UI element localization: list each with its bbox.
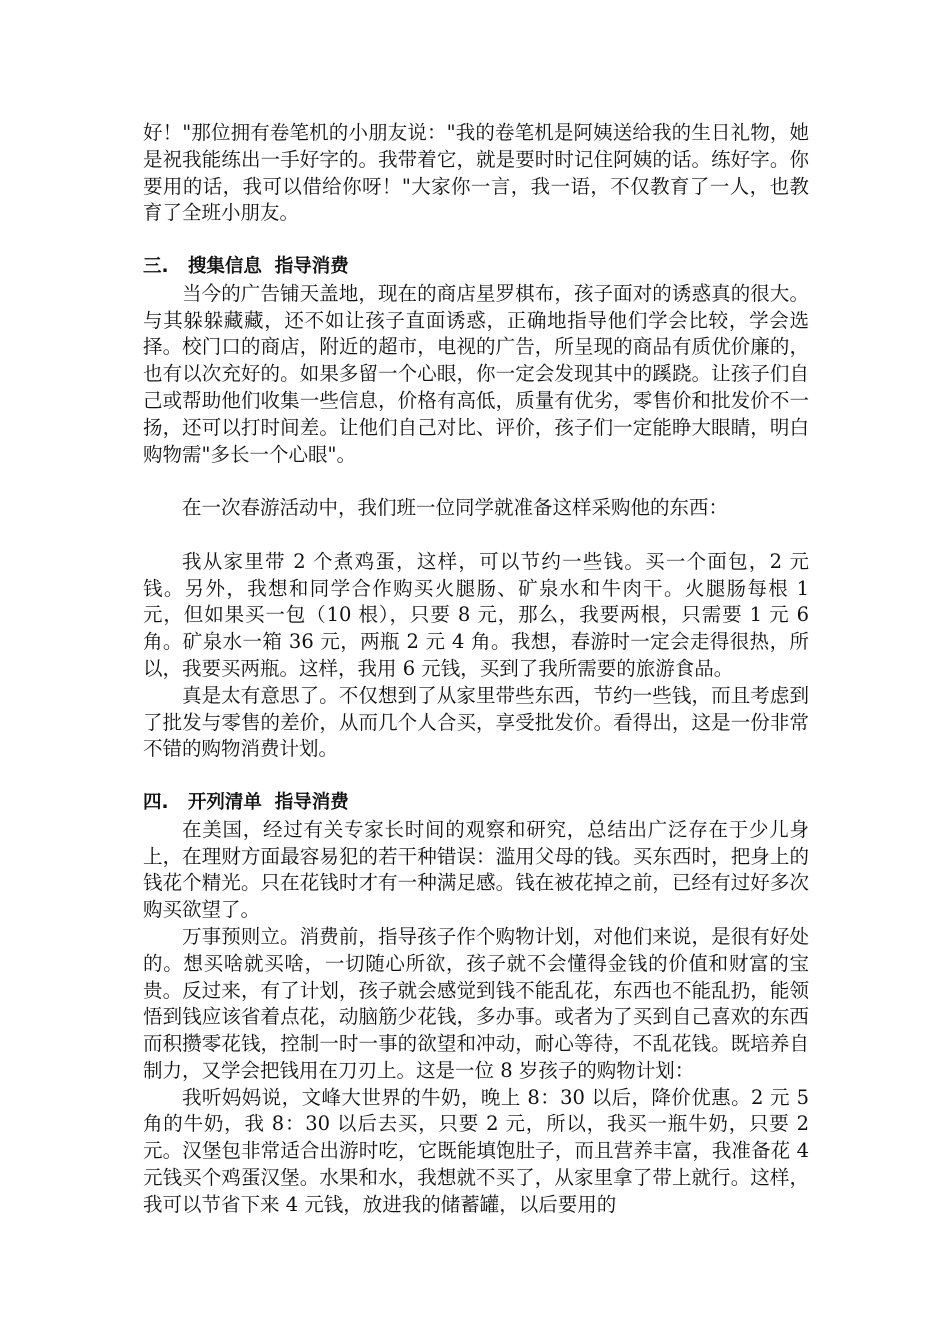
section-3-paragraph-3: 我从家里带 2 个煮鸡蛋，这样，可以节约一些钱。买一个面包，2 元钱。另外，我想和同学合作购买火腿肠、矿泉水和牛肉干。火腿肠每根 1 元，但如果买一包（10 根），只要 8 元，那么，我要两根，只需要 1 元 6 角。矿泉水一箱 36 元，两瓶 2 元 4 角。我想，春游时一定会走得很热，所以，我要买两瓶。这样，我用 6 元钱，买到了我所需要的旅游食品。	[143, 549, 816, 680]
spacer	[143, 227, 809, 254]
section-4-paragraph-2: 万事预则立。消费前，指导孩子作个购物计划，对他们来说，是很有好处的。想买啥就买啥，一切随心所欲，孩子就不会懂得金钱的价值和财富的宝贵。反过来，有了计划，孩子就会感觉到钱不能乱花，东西也不能乱扔，能领悟到钱应该省着点花，动脑筋少花钱，多办事。或者为了买到自己喜欢的东西而积攒零花钱，控制一时一事的欲望和冲动，耐心等待，不乱花钱。既培养自制力，又学会把钱用在刀刃上。这是一位 8 岁孩子的购物计划：	[143, 924, 809, 1082]
section-4-paragraph-1: 在美国，经过有关专家长时间的观察和研究，总结出广泛存在于少儿身上，在理财方面最容易犯的若干种错误：滥用父母的钱。买东西时，把身上的钱花个精光。只在花钱时才有一种满足感。钱在被花掉之前，已经有过好多次购买欲望了。	[143, 817, 809, 922]
section-3-paragraph-1: 当今的广告铺天盖地，现在的商店星罗棋布，孩子面对的诱惑真的很大。与其躲躲藏藏，还不如让孩子直面诱惑，正确地指导他们学会比较，学会选择。校门口的商店，附近的超市，电视的广告，所呈现的商品有质优价廉的，也有以次充好的。如果多留一个心眼，你一定会发现其中的蹊跷。让孩子们自己或帮助他们收集一些信息，价格有高低，质量有优劣，零售价和批发价不一扬，还可以打时间差。让他们自己对比、评价，孩子们一定能睁大眼睛，明白购物需"多长一个心眼"。	[143, 281, 809, 466]
spacer	[143, 763, 809, 790]
document-page	[143, 120, 816, 1219]
section-4-heading: 四. 开列清单 指导消费	[143, 791, 349, 813]
spacer	[143, 468, 809, 495]
section-4-paragraph-3: 我听妈妈说，文峰大世界的牛奶，晚上 8：30 以后，降价优惠。2 元 5 角的牛奶，我 8：30 以后去买，只要 2 元，所以，我买一瓶牛奶，只要 2 元。汉堡包非常适合出游时吃，它既能填饱肚子，而且营养丰富，我准备花 4 元钱买个鸡蛋汉堡。水果和水，我想就不买了，从家里拿了带上就行。这样，我可以节省下来 4 元钱，放进我的储蓄罐，以后要用的	[143, 1085, 816, 1216]
continuation-paragraph: 好！"那位拥有卷笔机的小朋友说："我的卷笔机是阿姨送给我的生日礼物，她是祝我能练出一手好字的。我带着它，就是要时时记住阿姨的话。练好字。你要用的话，我可以借给你呀！"大家你一言，我一语，不仅教育了一人，也教育了全班小朋友。	[143, 121, 809, 225]
section-3-paragraph-4: 真是太有意思了。不仅想到了从家里带些东西，节约一些钱，而且考虑到了批发与零售的差价，从而几个人合买，享受批发价。看得出，这是一份非常不错的购物消费计划。	[143, 683, 809, 761]
spacer	[143, 522, 809, 549]
section-3-heading: 三. 搜集信息 指导消费	[143, 255, 349, 277]
section-3-paragraph-2: 在一次春游活动中，我们班一位同学就准备这样采购他的东西：	[182, 496, 729, 520]
